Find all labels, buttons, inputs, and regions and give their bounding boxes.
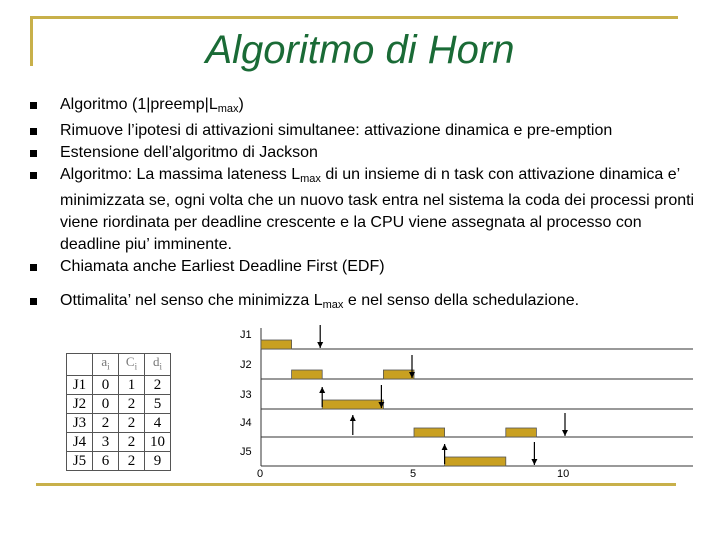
table-cell: 2 [119, 413, 145, 432]
execution-bar [414, 428, 445, 437]
bullet-text: Estensione dell’algoritmo di Jackson [60, 144, 318, 161]
task-row-label: J3 [240, 389, 252, 401]
table-cell: 6 [93, 451, 119, 470]
execution-bar [292, 370, 323, 379]
header-sub-d: i [159, 361, 162, 372]
bullet-text-end: e nel senso della schedulazione. [343, 292, 580, 309]
slide-title: Algoritmo di Horn [205, 28, 515, 72]
bullet-subscript: max [300, 173, 321, 185]
bullet-text: Chiamata anche Earliest Deadline First (EDF) [60, 258, 385, 275]
header-cell-a: $a_i$ [93, 354, 119, 376]
table-cell: 0 [93, 375, 119, 394]
arrival-arrow-head [350, 415, 356, 421]
bullet-text-end: di un insieme di n task con attivazione dinamica e’ minimizzata se, ogni volta che un nuovo task entra nel sistema la coda dei processi pronti viene riordinata per deadline crescente e la CPU viene assegnata al processo con deadline piu’ imminente. [60, 166, 695, 253]
execution-bar [383, 370, 414, 379]
table-cell: 5 [145, 394, 171, 413]
table-cell: 2 [119, 394, 145, 413]
bullet-text: Ottimalita’ nel senso che minimizza L [60, 292, 323, 309]
table-cell: 2 [119, 451, 145, 470]
header-cell-d: $d_i$ [145, 354, 171, 376]
table-cell: 2 [119, 432, 145, 451]
table-cell: J1 [67, 375, 93, 394]
header-cell-c: $C_i$ [119, 354, 145, 376]
time-axis-label: 0 [257, 468, 264, 480]
deadline-arrow-head [531, 459, 537, 465]
table-cell: 2 [93, 413, 119, 432]
bullet-subscript: max [322, 299, 344, 311]
bullet-subscript: max [217, 103, 239, 115]
execution-bar [506, 428, 537, 437]
execution-bar [445, 457, 506, 466]
header-sub-a: i [107, 361, 110, 372]
table-cell: J3 [67, 413, 93, 432]
table-cell: 1 [119, 375, 145, 394]
table-cell: 9 [145, 451, 171, 470]
task-row-label: J2 [240, 359, 252, 371]
deadline-arrow-head [562, 430, 568, 436]
table-cell: 0 [93, 394, 119, 413]
time-axis-label: 10 [557, 468, 570, 480]
task-row-label: J4 [240, 417, 252, 429]
bullet-text: Algoritmo: La massima lateness L [60, 166, 301, 183]
execution-bar [261, 340, 292, 349]
arrival-arrow-head [319, 387, 325, 393]
arrival-arrow-head [442, 444, 448, 450]
bullet-text: Algoritmo (1|preemp|L [60, 96, 218, 113]
time-axis-label: 5 [410, 468, 417, 480]
table-cell: 2 [145, 375, 171, 394]
table-cell: J2 [67, 394, 93, 413]
table-cell: 4 [145, 413, 171, 432]
bullet-text: Rimuove l’ipotesi di attivazioni simultanee: attivazione dinamica e pre-emption [60, 122, 613, 139]
table-cell: 3 [93, 432, 119, 451]
execution-bar [322, 400, 383, 409]
deadline-arrow-head [317, 342, 323, 348]
table-cell: J4 [67, 432, 93, 451]
task-row-label: J5 [240, 446, 252, 458]
bullet-text-end: ) [238, 96, 244, 113]
task-row-label: J1 [240, 329, 252, 341]
table-cell: J5 [67, 451, 93, 470]
table-cell: 10 [145, 432, 171, 451]
header-sub-c: i [134, 361, 138, 372]
